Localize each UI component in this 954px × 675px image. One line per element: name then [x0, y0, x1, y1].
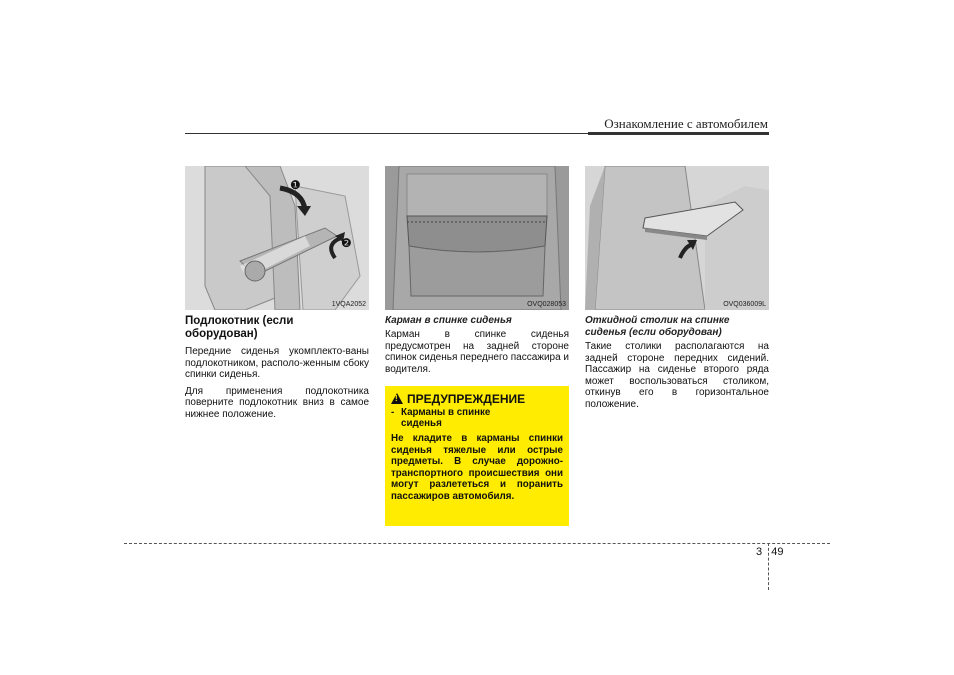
section-heading: Карман в спинке сиденья: [385, 315, 512, 326]
footer-divider: [124, 543, 830, 544]
chapter-number: 3: [756, 546, 763, 558]
section-heading: Откидной столик на спинке сиденья (если оборудован): [585, 315, 730, 338]
section-heading: Подлокотник (если оборудован): [185, 315, 294, 340]
warning-body: Не кладите в карманы спинки сиденья тяжелые или острые предметы. В случае дорожно-транспортного происшествия они могут разлететься и поранить пассажиров автомобиля.: [391, 433, 563, 502]
figure-code: OVQ028053: [527, 301, 566, 308]
warning-subtitle: [391, 407, 551, 429]
paragraph: Карман в спинке сиденья предусмотрен на задней стороне спинок сиденья переднего пассажира и водителя.: [385, 329, 570, 375]
warning-title-text: ПРЕДУПРЕЖДЕНИЕ: [407, 392, 526, 406]
page-number: [756, 546, 784, 558]
figure-code: OVQ036009L: [723, 301, 766, 308]
folding-table-section: [585, 315, 769, 416]
seatback-pocket-figure: [385, 166, 569, 310]
header-title: Ознакомление с автомобилем: [604, 116, 768, 131]
warning-box: [385, 386, 569, 526]
paragraph: Такие столики располагаются на задней стороне передних сидений. Пассажир на сиденье второго ряда может воспользоваться столиком, откинув его в горизонтальное положение.: [585, 341, 769, 410]
paragraph: Передние сиденья укомплекто-ваны подлокотником, располо-женным сбоку спинки сиденья.: [185, 346, 369, 381]
paragraph: Для применения подлокотника поверните подлокотник вниз в самое нижнее положение.: [185, 385, 369, 420]
folding-table-figure: [585, 166, 769, 310]
warning-title: [391, 392, 525, 406]
armrest-section: [185, 315, 369, 426]
header-rule-accent: [588, 132, 769, 135]
armrest-figure: [185, 166, 369, 310]
callout-1-icon: ❶: [290, 178, 301, 192]
seatback-pocket-section: [385, 315, 569, 380]
figure-code: 1VQA2052: [331, 301, 366, 308]
warning-triangle-icon: [391, 393, 403, 404]
callout-2-icon: ❷: [341, 236, 352, 250]
page-number-value: 49: [771, 546, 784, 558]
warning-subtitle-text: Карманы в спинке сиденья: [401, 407, 491, 429]
warning-dash: -: [391, 407, 395, 418]
